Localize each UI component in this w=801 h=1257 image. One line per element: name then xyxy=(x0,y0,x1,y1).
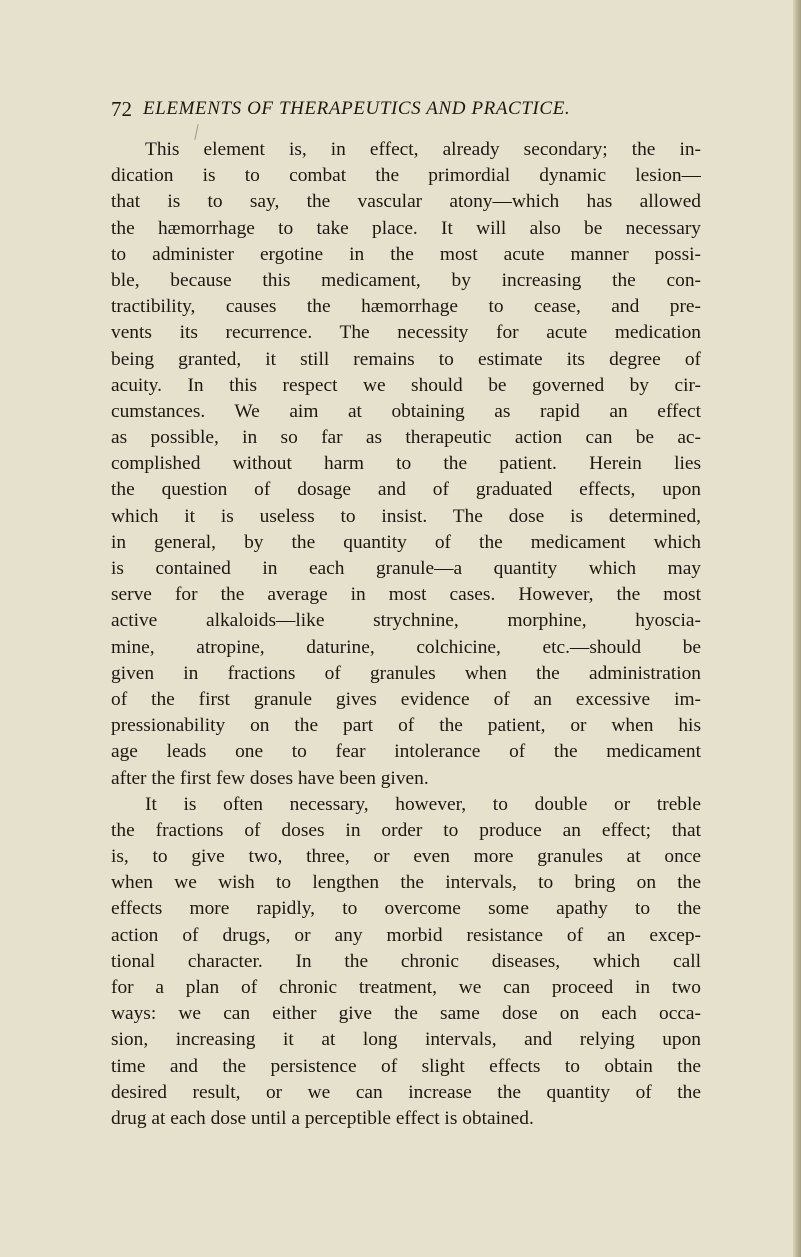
text-line: tractibility, causes the hæmorrhage to cease, and pre- xyxy=(111,296,701,318)
text-line: sion, increasing it at long intervals, and relying upon xyxy=(111,1029,701,1051)
text-line: as possible, in so far as therapeutic action can be ac- xyxy=(111,427,701,449)
text-line: age leads one to fear intolerance of the medicament xyxy=(111,741,701,763)
text-line: serve for the average in most cases. However, the most xyxy=(111,584,701,606)
text-line: drug at each dose until a perceptible effect is obtained. xyxy=(111,1107,534,1129)
text-line: being granted, it still remains to estimate its degree of xyxy=(111,348,701,370)
text-line: action of drugs, or any morbid resistance of an excep- xyxy=(111,924,701,946)
body-text xyxy=(111,137,701,1132)
text-line: the question of dosage and of graduated effects, upon xyxy=(111,479,701,501)
text-line: acuity. In this respect we should be governed by cir- xyxy=(111,374,701,396)
text-line: desired result, or we can increase the quantity of the xyxy=(111,1081,701,1103)
text-line: to administer ergotine in the most acute manner possi- xyxy=(111,243,701,265)
text-line: dication is to combat the primordial dynamic lesion— xyxy=(111,165,701,187)
running-title: ELEMENTS OF THERAPEUTICS AND PRACTICE. xyxy=(143,98,571,119)
page-number: 72 xyxy=(111,97,132,121)
page-header xyxy=(111,95,701,125)
text-line: time and the persistence of slight effects to obtain the xyxy=(111,1055,701,1077)
text-line: is contained in each granule—a quantity which may xyxy=(111,558,701,579)
text-line: after the first few doses have been given. xyxy=(111,767,429,789)
text-line: ble, because this medicament, by increasing the con- xyxy=(111,269,701,291)
text-line: which it is useless to insist. The dose is determined, xyxy=(111,505,701,527)
text-line: effects more rapidly, to overcome some apathy to the xyxy=(111,898,701,920)
text-line: of the first granule gives evidence of an excessive im- xyxy=(111,688,701,710)
text-line: is, to give two, three, or even more granules at once xyxy=(111,846,701,868)
text-line: mine, atropine, daturine, colchicine, etc.—should be xyxy=(111,636,701,658)
text-line: that is to say, the vascular atony—which has allowed xyxy=(111,191,701,213)
text-line: It is often necessary, however, to double or treble xyxy=(145,793,701,815)
text-line: complished without harm to the patient. Herein lies xyxy=(111,453,701,475)
text-line: in general, by the quantity of the medicament which xyxy=(111,531,701,553)
text-line: cumstances. We aim at obtaining as rapid an effect xyxy=(111,400,701,422)
text-line: for a plan of chronic treatment, we can proceed in two xyxy=(111,977,701,998)
text-line: the fractions of doses in order to produce an effect; that xyxy=(111,819,701,841)
text-line: when we wish to lengthen the intervals, to bring on the xyxy=(111,872,701,894)
page-edge-shadow xyxy=(793,0,801,1257)
text-line: This element is, in effect, already secondary; the in- xyxy=(145,139,701,160)
text-line: ways: we can either give the same dose on each occa- xyxy=(111,1003,701,1025)
text-line: pressionability on the part of the patient, or when his xyxy=(111,715,701,737)
text-line: given in fractions of granules when the administration xyxy=(111,662,701,684)
text-line: the hæmorrhage to take place. It will also be necessary xyxy=(111,217,701,239)
text-line: active alkaloids—like strychnine, morphine, hyoscia- xyxy=(111,610,701,632)
text-line: vents its recurrence. The necessity for acute medication xyxy=(111,322,701,344)
text-line: tional character. In the chronic diseases, which call xyxy=(111,950,701,972)
